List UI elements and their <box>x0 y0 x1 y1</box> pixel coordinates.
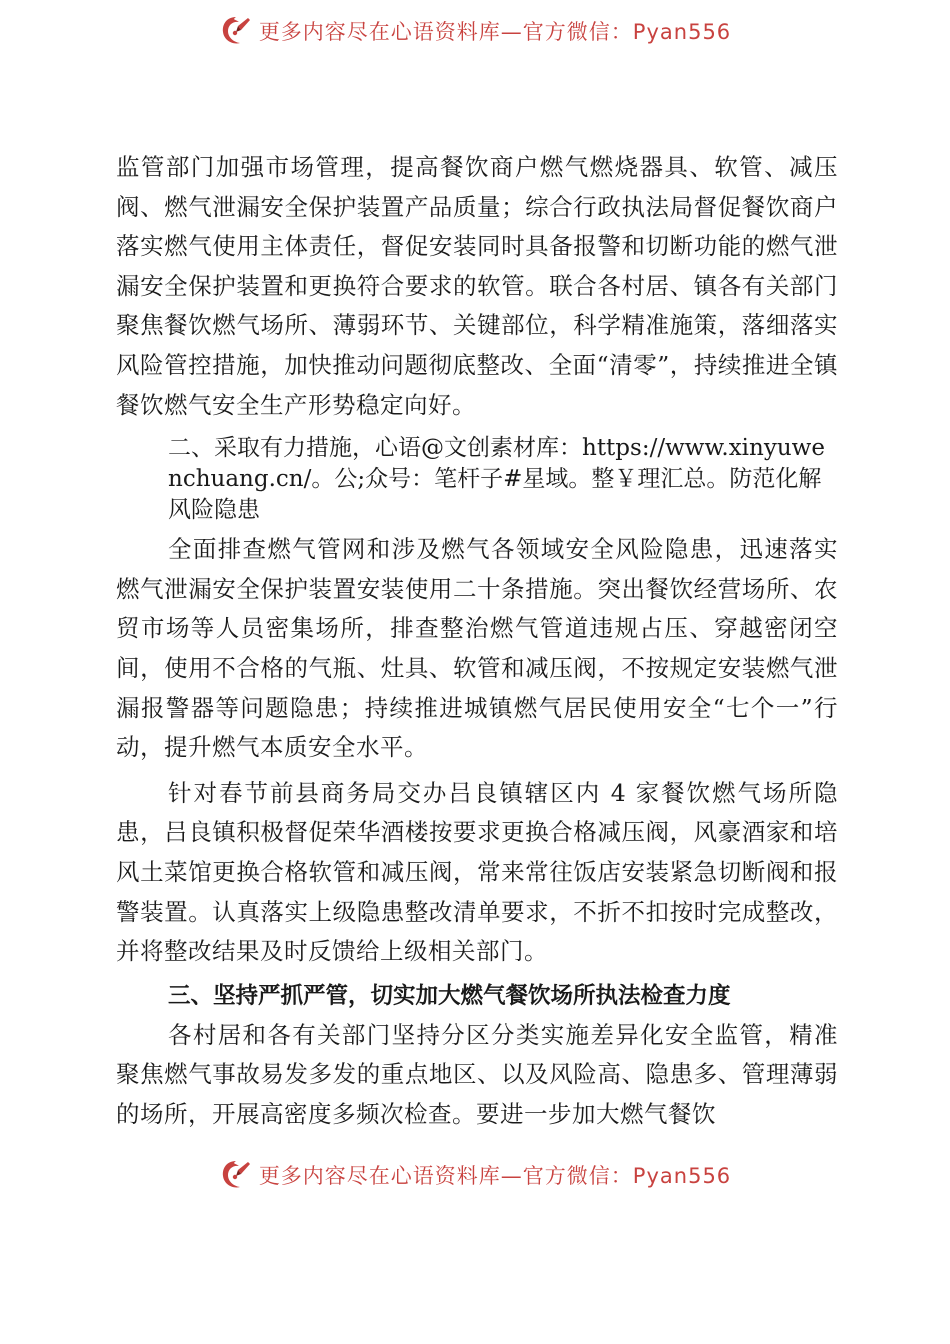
header-banner-text: 更多内容尽在心语资料库—官方微信：Pyan556 <box>258 20 732 44</box>
section-heading-2: 二、采取有力措施，心语@文创素材库：https://www.xinyuwenchuang.cn/。公;众号：笔杆子#星域。整￥理汇总。防范化解风险隐患 <box>168 435 825 524</box>
paragraph-intro: 监管部门加强市场管理，提高餐饮商户燃气燃烧器具、软管、减压阀、燃气泄漏安全保护装置产品质量；综合行政执法局督促餐饮商户落实燃气使用主体责任，督促安装同时具备报警和切断功能的燃气泄漏安全保护装置和更换符合要求的软管。联合各村居、镇各有关部门聚焦餐饮燃气场所、薄弱环节、关键部位，科学精准施策，落细落实风险管控措施，加快推动问题彻底整改、全面“清零”，持续推进全镇餐饮燃气安全生产形势稳定向好。 <box>116 153 838 419</box>
paragraph-2a: 全面排查燃气管网和涉及燃气各领域安全风险隐患，迅速落实燃气泄漏安全保护装置安装使用二十条措施。突出餐饮经营场所、农贸市场等人员密集场所，排查整治燃气管道违规占压、穿越密闭空间，使用不合格的气瓶、灶具、软管和减压阀，不按规定安装燃气泄漏报警器等问题隐患；持续推进城镇燃气居民使用安全“七个一”行动，提升燃气本质安全水平。 <box>116 535 838 762</box>
footer-banner <box>0 1158 950 1192</box>
section-heading-3: 三、坚持严抓严管，切实加大燃气餐饮场所执法检查力度 <box>168 982 731 1009</box>
pen-swirl-logo-icon <box>219 1158 253 1192</box>
document-body <box>116 148 838 1134</box>
pen-swirl-logo-icon <box>219 14 253 48</box>
footer-banner-text: 更多内容尽在心语资料库—官方微信：Pyan556 <box>258 1164 732 1188</box>
paragraph-2b: 针对春节前县商务局交办吕良镇辖区内 4 家餐饮燃气场所隐患，吕良镇积极督促荣华酒楼按要求更换合格减压阀，风豪酒家和培风土菜馆更换合格软管和减压阀，常来常往饭店安装紧急切断阀和报警装置。认真落实上级隐患整改清单要求，不折不扣按时完成整改，并将整改结果及时反馈给上级相关部门。 <box>116 778 838 966</box>
paragraph-3a: 各村居和各有关部门坚持分区分类实施差异化安全监管，精准聚焦燃气事故易发多发的重点地区、以及风险高、隐患多、管理薄弱的场所，开展高密度多频次检查。要进一步加大燃气餐饮 <box>116 1020 838 1128</box>
header-banner <box>0 14 950 48</box>
